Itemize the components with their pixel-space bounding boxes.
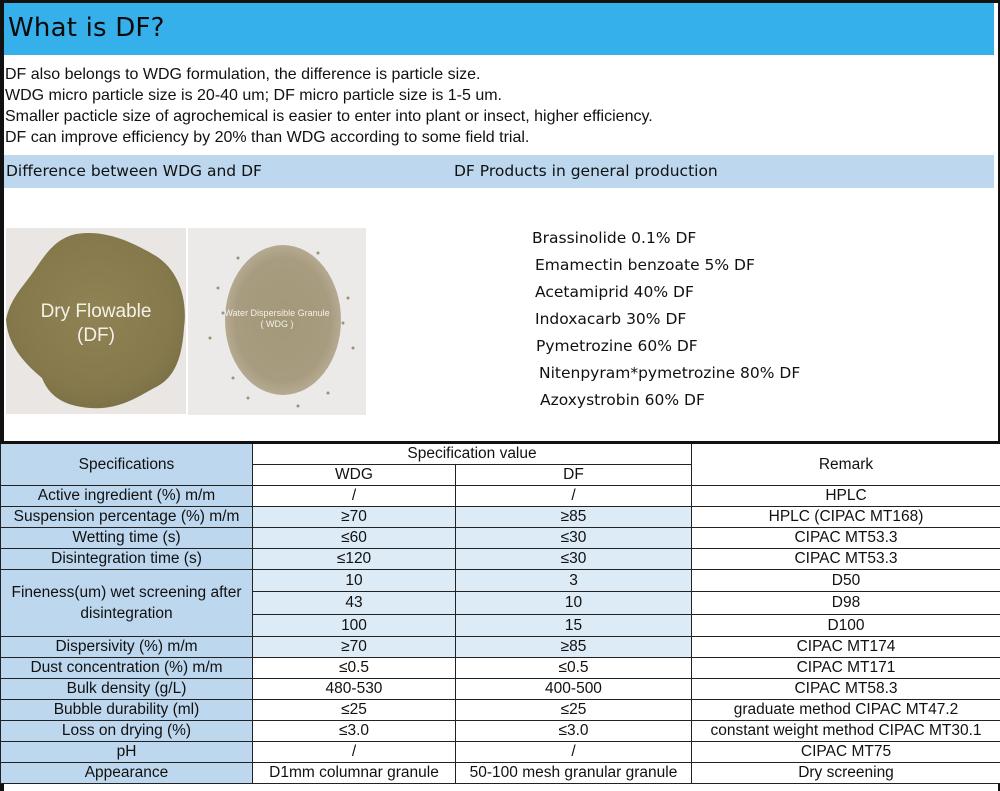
header-remark: Remark — [692, 443, 1000, 486]
section-header-bar — [4, 155, 994, 188]
spec-cell: Dust concentration (%) m/m — [1, 658, 253, 679]
spec-cell: Disintegration time (s) — [1, 549, 253, 570]
spec-cell: Appearance — [1, 763, 253, 784]
wdg-cell: ≥70 — [253, 507, 456, 528]
product-item: Azoxystrobin 60% DF — [540, 391, 705, 409]
df-cell: ≤25 — [456, 700, 692, 721]
spec-cell: Bulk density (g/L) — [1, 679, 253, 700]
df-cell: ≤3.0 — [456, 721, 692, 742]
remark-cell: HPLC — [692, 486, 1000, 507]
header-specifications: Specifications — [1, 443, 253, 486]
product-item: Emamectin benzoate 5% DF — [535, 256, 755, 274]
wdg-cell: 10 — [253, 570, 456, 592]
wdg-cell: 100 — [253, 615, 456, 637]
table-row — [1, 658, 1000, 679]
table-row-fineness — [1, 570, 1000, 592]
product-item: Indoxacarb 30% DF — [535, 310, 687, 328]
df-cell: / — [456, 486, 692, 507]
remark-cell: D100 — [692, 615, 1000, 637]
specification-table — [0, 441, 1000, 784]
table-row — [1, 486, 1000, 507]
header-spec-value: Specification value — [253, 443, 692, 465]
remark-cell: constant weight method CIPAC MT30.1 — [692, 721, 1000, 742]
header-df: DF — [456, 465, 692, 486]
remark-cell: CIPAC MT53.3 — [692, 528, 1000, 549]
wdg-cell: 43 — [253, 592, 456, 615]
remark-cell: CIPAC MT174 — [692, 637, 1000, 658]
table-row — [1, 700, 1000, 721]
table-header-row — [1, 443, 1000, 465]
df-photo-label: Dry Flowable (DF) — [40, 301, 152, 346]
spec-cell: Bubble durability (ml) — [1, 700, 253, 721]
spec-cell-fineness: Fineness(um) wet screening after disintegration — [1, 570, 253, 637]
remark-cell: CIPAC MT75 — [692, 742, 1000, 763]
df-photo — [6, 228, 186, 414]
remark-cell: CIPAC MT58.3 — [692, 679, 1000, 700]
wdg-cell: ≤3.0 — [253, 721, 456, 742]
wdg-photo-label: Water Dispersible Granule ( WDG ) — [224, 308, 330, 329]
table-row — [1, 721, 1000, 742]
wdg-cell: ≤25 — [253, 700, 456, 721]
df-cell: ≤0.5 — [456, 658, 692, 679]
table-row — [1, 549, 1000, 570]
df-cell: 50-100 mesh granular granule — [456, 763, 692, 784]
table-row — [1, 637, 1000, 658]
wdg-cell: / — [253, 486, 456, 507]
remark-cell: D98 — [692, 592, 1000, 615]
remark-cell: CIPAC MT53.3 — [692, 549, 1000, 570]
df-cell: / — [456, 742, 692, 763]
product-item: Brassinolide 0.1% DF — [532, 229, 697, 247]
df-cell: ≥85 — [456, 507, 692, 528]
remark-cell: CIPAC MT171 — [692, 658, 1000, 679]
remark-cell: HPLC (CIPAC MT168) — [692, 507, 1000, 528]
title-bar — [4, 3, 994, 55]
df-cell: 10 — [456, 592, 692, 615]
spec-cell: Dispersivity (%) m/m — [1, 637, 253, 658]
products-list — [532, 225, 800, 414]
product-item: Acetamiprid 40% DF — [535, 283, 694, 301]
table-row — [1, 528, 1000, 549]
wdg-cell: / — [253, 742, 456, 763]
intro-line: DF also belongs to WDG formulation, the difference is particle size. — [5, 66, 481, 83]
spec-cell: Suspension percentage (%) m/m — [1, 507, 253, 528]
wdg-cell: ≤60 — [253, 528, 456, 549]
wdg-cell: ≤120 — [253, 549, 456, 570]
products-heading: DF Products in general production — [454, 162, 718, 180]
spec-cell: Wetting time (s) — [1, 528, 253, 549]
wdg-cell: ≤0.5 — [253, 658, 456, 679]
remark-cell: D50 — [692, 570, 1000, 592]
wdg-cell: D1mm columnar granule — [253, 763, 456, 784]
wdg-photo — [188, 228, 366, 415]
intro-line: WDG micro particle size is 20-40 um; DF micro particle size is 1-5 um. — [5, 87, 502, 104]
table-row — [1, 507, 1000, 528]
intro-line: Smaller pacticle size of agrochemical is easier to enter into plant or insect, higher efficiency. — [5, 108, 653, 125]
df-cell: ≥85 — [456, 637, 692, 658]
table-row — [1, 679, 1000, 700]
wdg-cell: 480-530 — [253, 679, 456, 700]
product-item: Pymetrozine 60% DF — [536, 337, 698, 355]
difference-heading: Difference between WDG and DF — [6, 162, 262, 180]
intro-text — [5, 64, 990, 148]
spec-cell: Loss on drying (%) — [1, 721, 253, 742]
df-cell: 400-500 — [456, 679, 692, 700]
table-row — [1, 763, 1000, 784]
intro-line: DF can improve efficiency by 20% than WDG according to some field trial. — [5, 129, 530, 146]
spec-cell: Active ingredient (%) m/m — [1, 486, 253, 507]
df-cell: 15 — [456, 615, 692, 637]
header-wdg: WDG — [253, 465, 456, 486]
product-item: Nitenpyram*pymetrozine 80% DF — [539, 364, 801, 382]
remark-cell: Dry screening — [692, 763, 1000, 784]
wdg-cell: ≥70 — [253, 637, 456, 658]
df-cell: ≤30 — [456, 549, 692, 570]
df-cell: ≤30 — [456, 528, 692, 549]
spec-cell: pH — [1, 742, 253, 763]
remark-cell: graduate method CIPAC MT47.2 — [692, 700, 1000, 721]
page-title: What is DF? — [8, 13, 165, 43]
table-row — [1, 742, 1000, 763]
df-cell: 3 — [456, 570, 692, 592]
